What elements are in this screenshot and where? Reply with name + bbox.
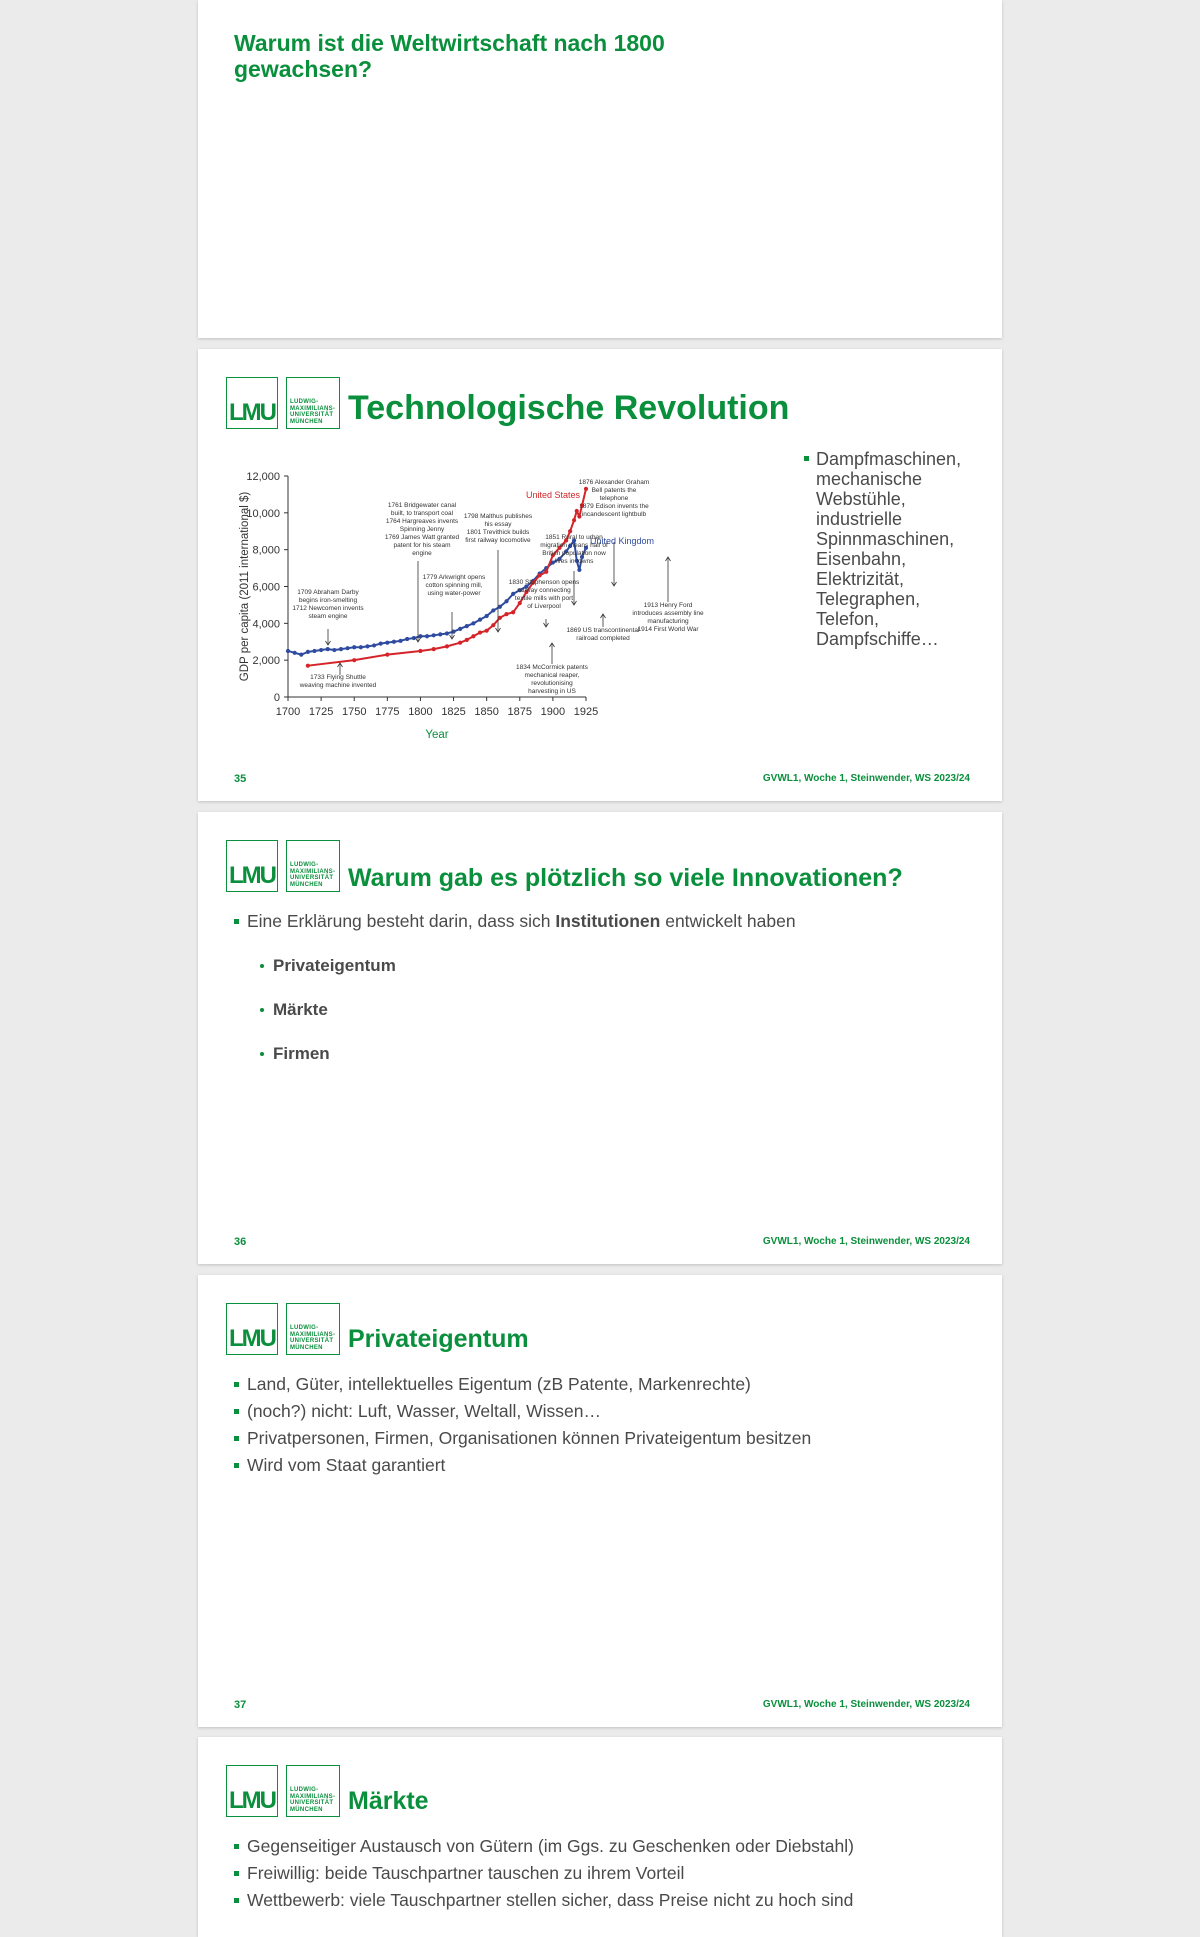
y-axis-label: GDP per capita (2011 international $) <box>239 491 251 682</box>
data-point <box>326 647 330 651</box>
slide-innovationen <box>198 812 1002 1264</box>
data-point <box>478 630 482 634</box>
data-point <box>491 623 495 627</box>
data-point <box>485 629 489 633</box>
data-point <box>485 614 489 618</box>
data-point <box>498 605 502 609</box>
slide-footer: GVWL1, Woche 1, Steinwender, WS 2023/24 <box>762 1699 970 1710</box>
chart-annotation: 1709 Abraham Darby begins iron-smelting 1712 Newcomen invents steam engine <box>292 589 364 620</box>
y-tick-label: 8,000 <box>252 544 280 557</box>
data-point <box>332 648 336 652</box>
lmu-logo: LMU <box>226 1765 278 1817</box>
data-point <box>432 647 436 651</box>
data-point <box>418 649 422 653</box>
page-number: 37 <box>234 1699 247 1711</box>
x-tick-label: 1875 <box>507 706 533 718</box>
y-tick-label: 6,000 <box>252 581 280 594</box>
chart-annotation: 1798 Malthus publishes his essay 1801 Trevithick builds first railway locomotive <box>463 513 533 544</box>
list-item: Firmen <box>260 1032 396 1076</box>
series-label-united-states: United States <box>526 490 581 500</box>
data-point <box>339 647 343 651</box>
data-point <box>398 639 402 643</box>
series-label-united-kingdom: United Kingdom <box>590 536 655 546</box>
data-point <box>471 634 475 638</box>
slide-technologische-revolution <box>198 349 1002 801</box>
data-point <box>319 648 323 652</box>
list-item: Land, Güter, intellektuelles Eigentum (zB Patente, Markenrechte) <box>234 1371 811 1398</box>
data-point <box>465 624 469 628</box>
page-number: 35 <box>234 773 247 785</box>
data-point <box>445 644 449 648</box>
list-item: Privatpersonen, Firmen, Organisationen können Privateigentum besitzen <box>234 1425 811 1452</box>
list-item: Dampfmaschinen, mechanische Webstühle, industrielle Spinnmaschinen, Eisenbahn, Elektrizität, Telegraphen, Telefon, Dampfschiffe… <box>804 449 984 649</box>
data-point <box>575 509 579 513</box>
university-wordmark-logo: LUDWIG- MAXIMILIANS- UNIVERSITÄT MÜNCHEN <box>286 377 340 429</box>
list-item: Wird vom Staat garantiert <box>234 1452 811 1479</box>
data-point <box>478 618 482 622</box>
chart-annotation: 1830 Stephenson opens railway connecting textile mills with port of Liverpool <box>508 579 580 610</box>
lmu-logo: LMU <box>226 840 278 892</box>
y-tick-label: 2,000 <box>252 655 280 668</box>
chart-annotation: 1834 McCormick patents mechanical reaper, revolutionising harvesting in US <box>516 664 588 695</box>
bullet-list <box>234 1833 854 1914</box>
data-point <box>568 529 572 533</box>
lmu-logo: LMU <box>226 377 278 429</box>
slide-footer: GVWL1, Woche 1, Steinwender, WS 2023/24 <box>762 773 970 784</box>
chart-annotation: 1851 Rural to urban migration means half of British population now lives in towns <box>540 534 608 565</box>
bullet-list <box>234 1371 811 1479</box>
university-wordmark-logo: LUDWIG- MAXIMILIANS- UNIVERSITÄT MÜNCHEN <box>286 1303 340 1355</box>
data-point <box>286 649 290 653</box>
y-tick-label: 4,000 <box>252 618 280 631</box>
x-tick-label: 1925 <box>573 706 599 718</box>
university-wordmark-logo: LUDWIG- MAXIMILIANS- UNIVERSITÄT MÜNCHEN <box>286 840 340 892</box>
x-tick-label: 1825 <box>441 706 466 718</box>
slide-footer: GVWL1, Woche 1, Steinwender, WS 2023/24 <box>762 1236 970 1247</box>
data-point <box>346 646 350 650</box>
chart-annotation: 1761 Bridgewater canal built, to transport coal 1764 Hargreaves invents Spinning Jenny 1769 James Watt granted patent for his steam engine <box>384 502 460 557</box>
slide-title: Märkte <box>348 1787 429 1815</box>
bullet-list <box>234 908 796 935</box>
x-tick-label: 1850 <box>474 706 499 718</box>
x-tick-label: 1800 <box>408 706 433 718</box>
data-point <box>498 616 502 620</box>
list-item: Wettbewerb: viele Tauschpartner stellen sicher, dass Preise nicht zu hoch sind <box>234 1887 854 1914</box>
data-point <box>352 645 356 649</box>
data-point <box>491 608 495 612</box>
data-point <box>392 640 396 644</box>
y-tick-label: 12,000 <box>246 471 280 483</box>
data-point <box>465 638 469 642</box>
x-tick-label: 1750 <box>341 706 367 718</box>
data-point <box>359 645 363 649</box>
y-tick-label: 0 <box>273 692 280 704</box>
data-point <box>538 573 542 577</box>
data-point <box>432 633 436 637</box>
data-point <box>365 644 369 648</box>
data-point <box>306 650 310 654</box>
data-point <box>584 487 588 491</box>
data-point <box>471 621 475 625</box>
slide-privateigentum <box>198 1275 1002 1727</box>
list-item: Freiwillig: beide Tauschpartner tauschen zu ihrem Vorteil <box>234 1860 854 1887</box>
slide-title: Warum gab es plötzlich so viele Innovationen? <box>348 864 903 892</box>
data-point <box>458 641 462 645</box>
data-point <box>577 568 581 572</box>
sub-bullet-list <box>260 944 396 1076</box>
data-point <box>412 636 416 640</box>
data-point <box>405 637 409 641</box>
data-point <box>385 641 389 645</box>
list-item: Gegenseitiger Austausch von Gütern (im Ggs. zu Geschenken oder Diebstahl) <box>234 1833 854 1860</box>
x-tick-label: 1900 <box>540 706 566 718</box>
x-tick-label: 1700 <box>275 706 301 718</box>
technology-list <box>804 449 984 649</box>
data-point <box>504 599 508 603</box>
slide-weltwirtschaft <box>198 0 1002 338</box>
chart-annotation: 1779 Arkwright opens cotton spinning mill, using water-power <box>422 574 486 597</box>
chart-annotation: 1733 Flying Shuttle weaving machine invented <box>299 674 377 689</box>
gdp-chart <box>198 449 778 789</box>
data-point <box>312 649 316 653</box>
data-point <box>425 634 429 638</box>
data-point <box>306 664 310 668</box>
data-point <box>438 632 442 636</box>
slide-title: Privateigentum <box>348 1325 529 1353</box>
data-point <box>418 634 422 638</box>
list-item: Märkte <box>260 988 396 1032</box>
y-tick-label: 10,000 <box>246 507 280 520</box>
data-point <box>572 518 576 522</box>
data-point <box>299 653 303 657</box>
lmu-logo: LMU <box>226 1303 278 1355</box>
data-point <box>445 631 449 635</box>
slide-title: Technologische Revolution <box>348 389 790 427</box>
list-item: Eine Erklärung besteht darin, dass sich Institutionen entwickelt haben <box>234 908 796 935</box>
list-item: Privateigentum <box>260 944 396 988</box>
data-point <box>372 643 376 647</box>
x-tick-label: 1725 <box>308 706 334 718</box>
data-point <box>458 627 462 631</box>
data-point <box>385 653 389 657</box>
x-axis-label: Year <box>425 729 449 741</box>
data-point <box>293 651 297 655</box>
data-point <box>544 570 548 574</box>
page-number: 36 <box>234 1236 247 1248</box>
data-point <box>504 612 508 616</box>
slide-maerkte <box>198 1737 1002 1937</box>
chart-annotation: 1869 US transcontinental railroad completed <box>566 627 640 642</box>
data-point <box>511 610 515 614</box>
chart-annotation: 1913 Henry Ford introduces assembly line manufacturing 1914 First World War <box>632 602 704 633</box>
data-point <box>352 658 356 662</box>
x-tick-label: 1775 <box>375 706 400 718</box>
list-item: (noch?) nicht: Luft, Wasser, Weltall, Wissen… <box>234 1398 811 1425</box>
slide-title: Warum ist die Weltwirtschaft nach 1800 gewachsen? <box>234 30 665 82</box>
university-wordmark-logo: LUDWIG- MAXIMILIANS- UNIVERSITÄT MÜNCHEN <box>286 1765 340 1817</box>
chart-annotation: 1876 Alexander Graham Bell patents the telephone 1879 Edison invents the incandescent lightbulb <box>578 479 650 518</box>
data-point <box>379 641 383 645</box>
